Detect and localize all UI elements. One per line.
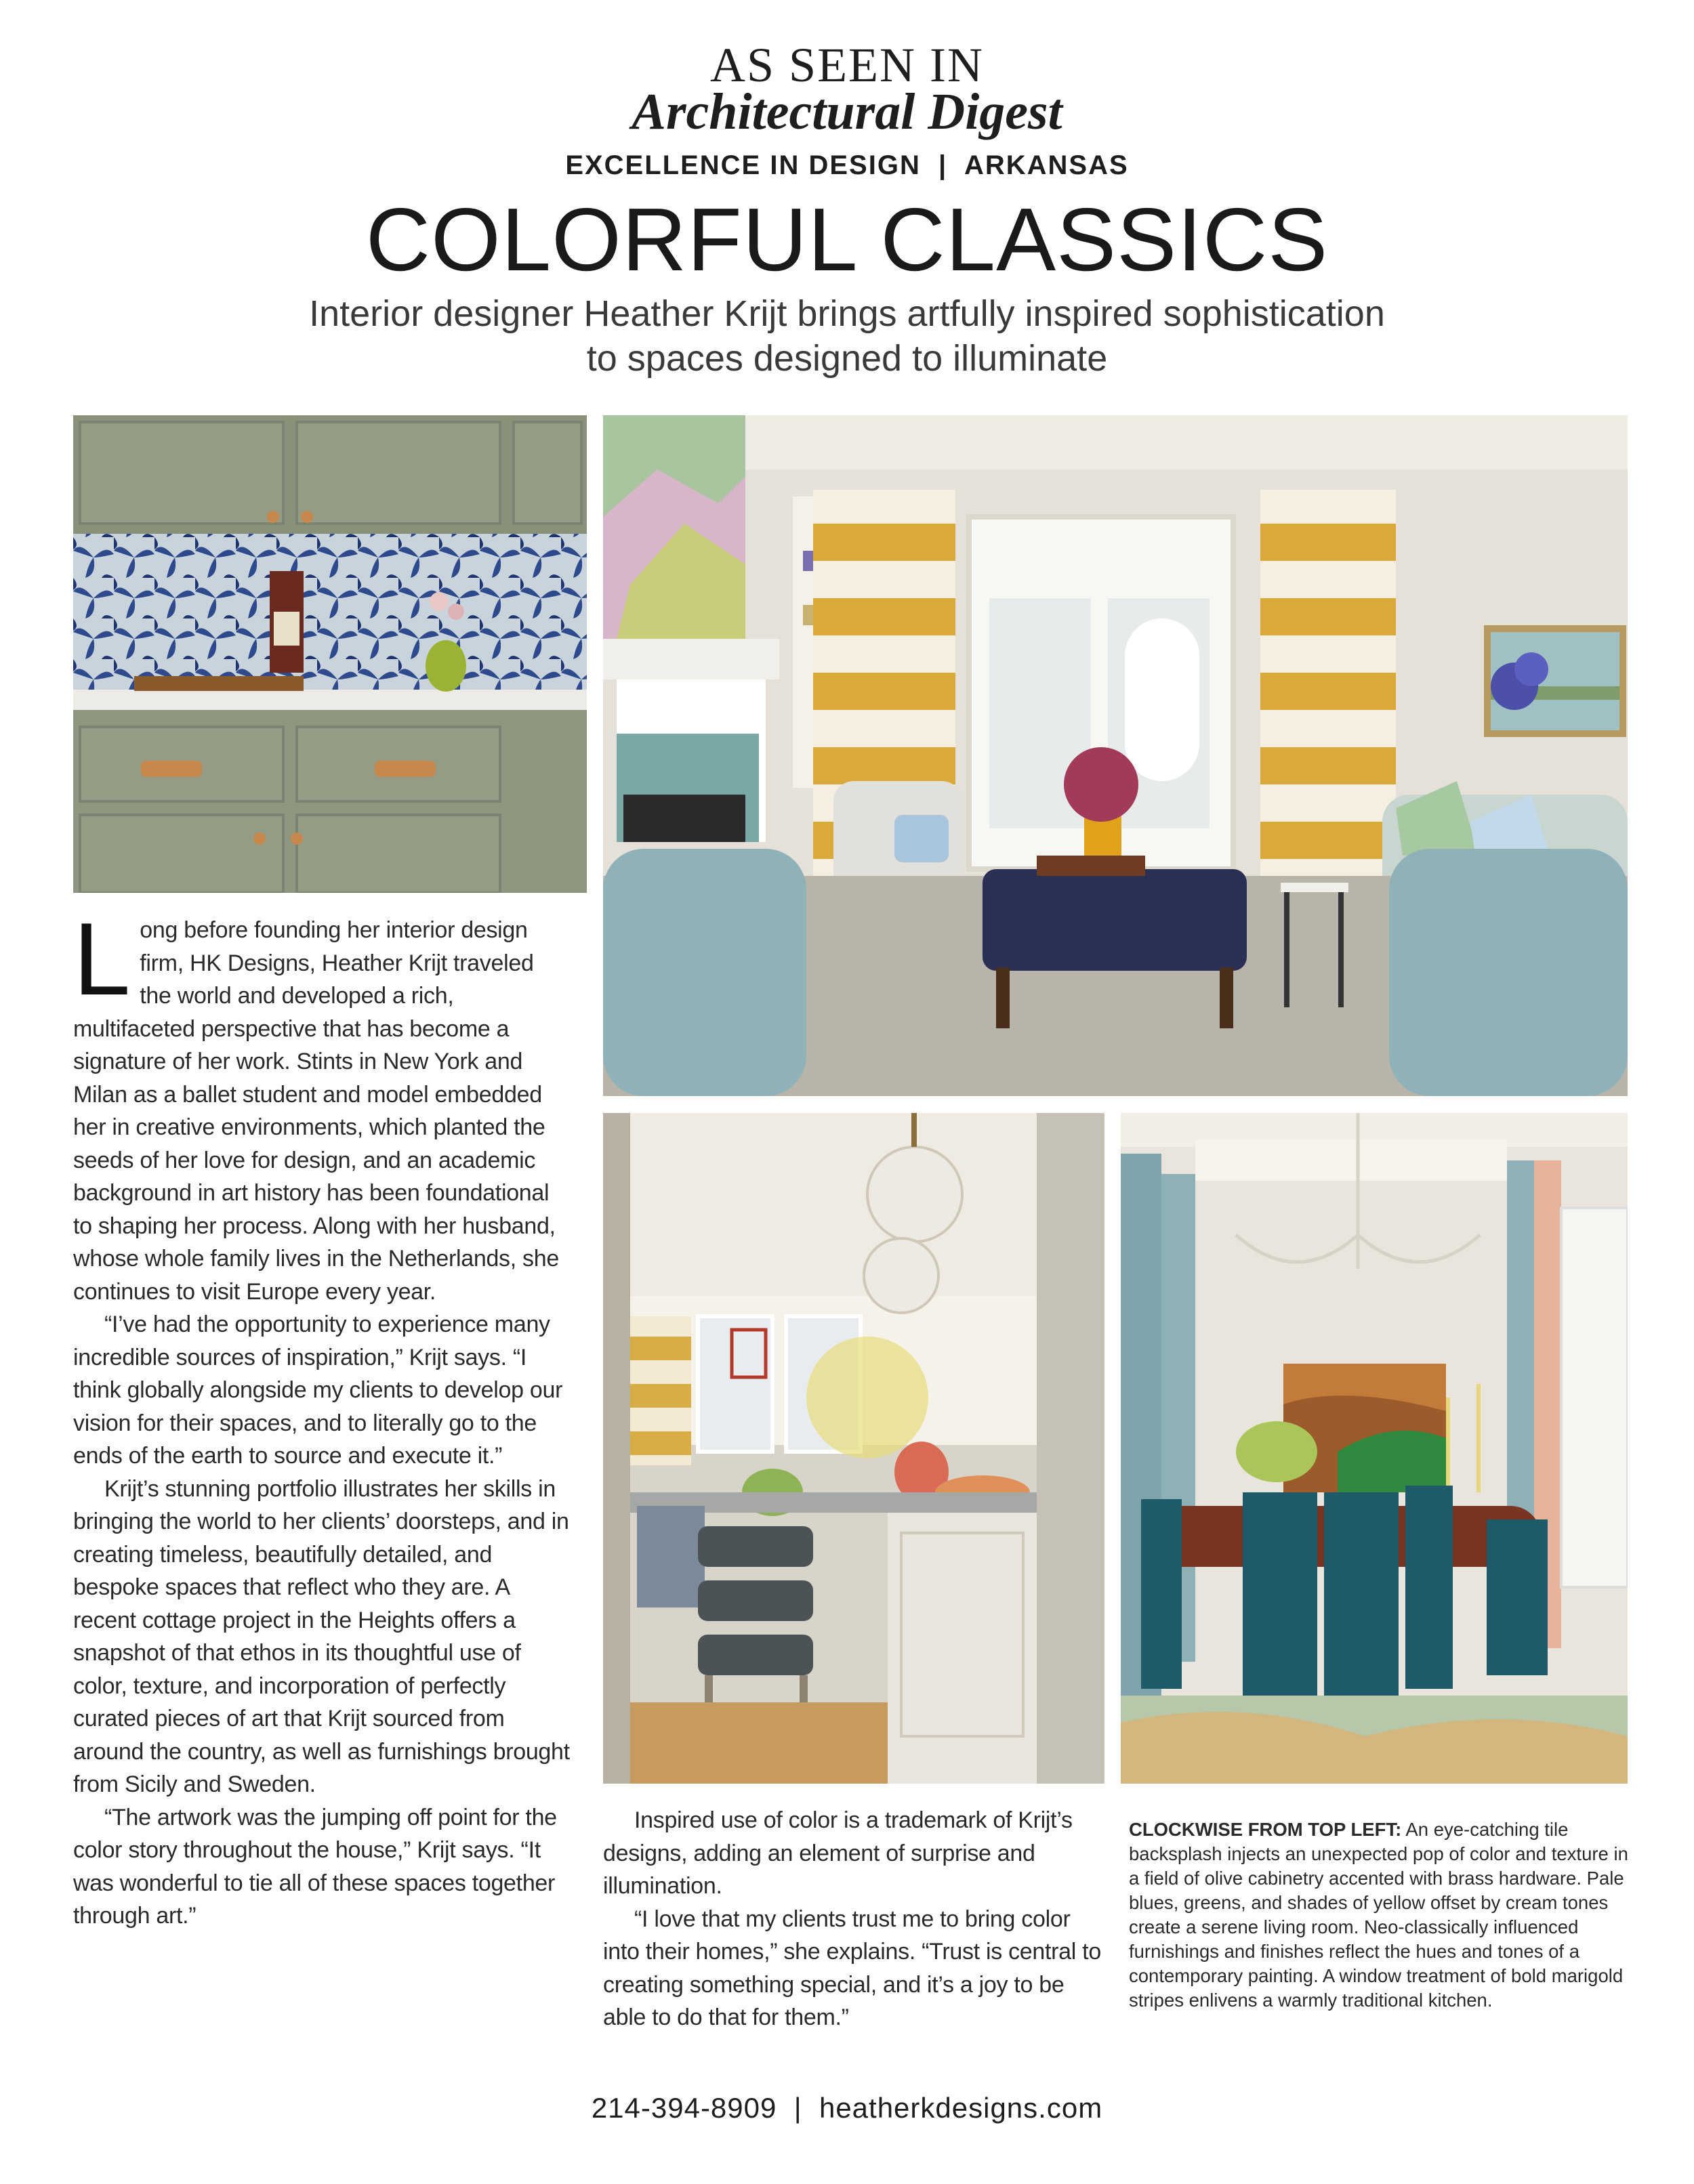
footer-contact: 214-394-8909 | heatherkdesigns.com	[591, 2092, 1103, 2124]
as-seen-in-label: AS SEEN IN	[709, 38, 984, 92]
drop-cap: L	[73, 902, 131, 1017]
photo-kitchen-backsplash	[73, 415, 587, 893]
photo-living-room	[603, 415, 1628, 1096]
headline: COLORFUL CLASSICS	[365, 190, 1329, 289]
article-paragraph-6: “I love that my clients trust me to bring color into their homes,” she explains. “Trust is central to creating something special, and it’s a joy to be able to do that for them.”	[603, 1906, 1101, 2030]
section-label: EXCELLENCE IN DESIGN | ARKANSAS	[565, 150, 1129, 180]
deck	[0, 291, 1694, 381]
deck-line-2: to spaces designed to illuminate	[586, 338, 1108, 379]
article-column-middle	[603, 1804, 1104, 2034]
article-paragraph-5: Inspired use of color is a trademark of Krijt’s designs, adding an element of surprise and illumination.	[603, 1807, 1073, 1899]
photo-dining-room	[1121, 1113, 1628, 1784]
publication-name: Architectural Digest	[632, 83, 1062, 140]
article-paragraph-1: ong before founding her interior design firm, HK Designs, Heather Krijt traveled the world and developed a rich, multifaceted perspective that has become a signature of her work. Stints in New York and Milan as a ballet student and model embedded her in creative environments, which planted the seeds of her love for design, and an academic background in art history has been foundational to shaping her process. Along with her husband, whose whole family lives in the Netherlands, she continues to visit Europe every year.	[73, 917, 559, 1305]
caption-text: An eye-catching tile backsplash injects an unexpected pop of color and texture in a field of olive cabinetry accented with brass hardware. Pale blues, greens, and shades of yellow offset by cream tones create a serene living room. Neo-classically influenced furnishings and finishes reflect the hues and tones of a contemporary painting. A window treatment of bold marigold stripes enlivens a warmly traditional kitchen.	[1129, 1819, 1628, 2011]
article-column-left	[73, 902, 571, 1933]
deck-line-1: Interior designer Heather Krijt brings artfully inspired sophistication	[309, 293, 1385, 334]
photo-caption	[1129, 1818, 1634, 2013]
caption-lead: CLOCKWISE FROM TOP LEFT:	[1129, 1819, 1402, 1840]
article-paragraph-3: Krijt’s stunning portfolio illustrates her skills in bringing the world to her clients’ doorsteps, and in creating timeless, beautifully detailed, and bespoke spaces that reflect who they are. A recent cottage project in the Heights offers a snapshot of that ethos in its thoughtful use of color, texture, and incorporation of perfectly curated pieces of art that Krijt sourced from around the country, as well as furnishings brought from Sicily and Sweden.	[73, 1475, 570, 1797]
article-paragraph-2: “I’ve had the opportunity to experience many incredible sources of inspiration,” Krijt says. “I think globally alongside my clients to develop our vision for their spaces, and to literally go to the ends of the earth to source and execute it.”	[73, 1311, 563, 1469]
article-paragraph-4: “The artwork was the jumping off point for the color story throughout the house,” Krijt says. “It was wonderful to tie all of these spaces together through art.”	[73, 1804, 557, 1929]
photo-kitchen	[603, 1113, 1104, 1784]
